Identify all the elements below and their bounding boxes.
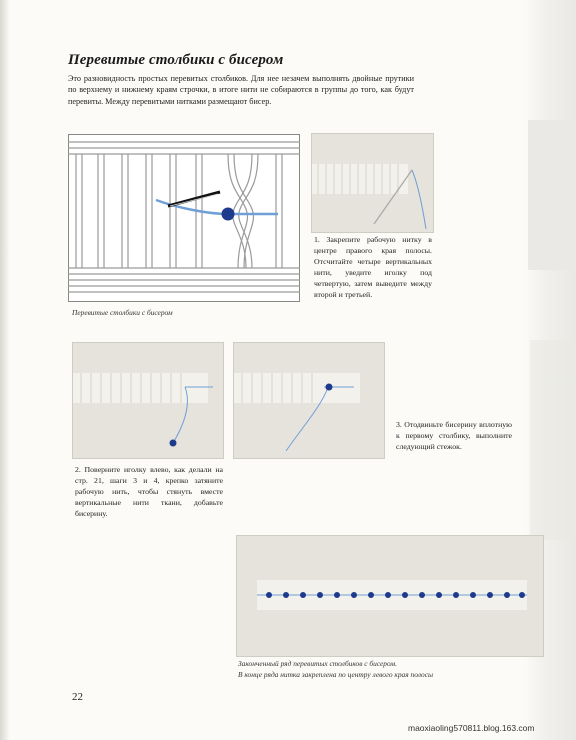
page-number: 22 — [72, 691, 83, 703]
finished-caption-line2: В конце ряда нитка закреплена по центру левого края полосы — [238, 670, 434, 679]
facing-page-ghost-block — [530, 340, 576, 540]
finished-caption-line1: Законченный ряд перевитых столбиков с бисером. — [238, 659, 397, 668]
step3-text: 3. Отодвиньте бисерину вплотную к первому столбику, выполните следующий стежок. — [396, 420, 512, 451]
step2-photo — [72, 342, 224, 459]
blog-watermark: maoxiaoling570811.blog.163.com — [408, 723, 535, 733]
intro-paragraph: Это разновидность простых перевитых столбиков. Для нее незачем выполнять двойные прутики по верхнему и нижнему краям строчки, в итоге нити не собираются в группы до того, как будут перевиты. Между перевитыми нитками размещают бисер. — [68, 74, 414, 106]
diagram-caption: Перевитые столбики с бисером — [72, 308, 173, 317]
step2-fabric-illustration — [73, 343, 223, 458]
step3-photo — [233, 342, 385, 459]
finished-row-illustration — [237, 536, 543, 656]
step2-text: 2. Поверните иголку влево, как делали на стр. 21, шаги 3 и 4, крепко затяните рабочую нить, чтобы стянуть вместе вертикальные нити ткани, добавьте бисерину. — [75, 465, 223, 518]
step1-fabric-illustration — [312, 134, 433, 232]
step3-fabric-illustration — [234, 343, 384, 458]
step1-photo — [311, 133, 434, 233]
page-spine-shadow — [0, 0, 10, 740]
stitch-diagram — [68, 134, 300, 302]
step1-text: 1. Закрепите рабочую нитку в центре правого края полосы. Отсчитайте четыре вертикальных нити, уведите иголку под четвертую, затем выведите между второй и третьей. — [314, 235, 432, 299]
facing-page-ghost-block — [528, 120, 576, 270]
finished-row-photo — [236, 535, 544, 657]
page-title: Перевитые столбики с бисером — [68, 52, 284, 68]
